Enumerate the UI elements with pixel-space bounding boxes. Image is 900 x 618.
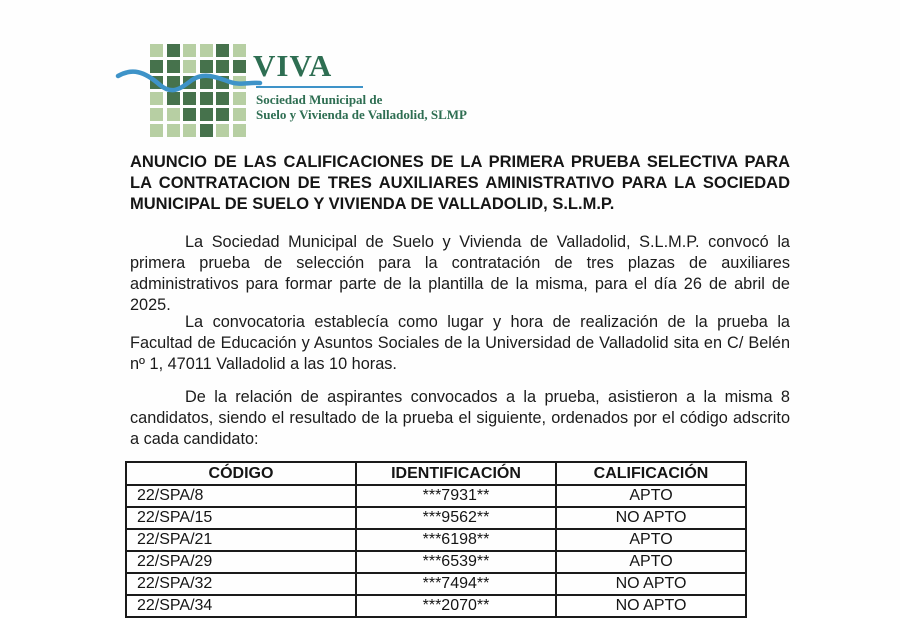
logo-square bbox=[150, 92, 163, 105]
logo-square bbox=[150, 60, 163, 73]
logo-square bbox=[200, 44, 213, 57]
col-header-codigo: CÓDIGO bbox=[126, 462, 356, 485]
logo-square bbox=[216, 124, 229, 137]
logo-square bbox=[183, 92, 196, 105]
cell-codigo: 22/SPA/34 bbox=[126, 595, 356, 617]
logo-square bbox=[233, 108, 246, 121]
table-row bbox=[126, 573, 746, 595]
table-row bbox=[126, 485, 746, 507]
table-header-row bbox=[126, 462, 746, 485]
logo-square bbox=[167, 60, 180, 73]
results-table bbox=[125, 461, 747, 618]
logo-square bbox=[150, 44, 163, 57]
logo-square bbox=[233, 60, 246, 73]
cell-codigo: 22/SPA/21 bbox=[126, 529, 356, 551]
cell-identificacion: ***2070** bbox=[356, 595, 556, 617]
cell-calificacion: APTO bbox=[556, 551, 746, 573]
logo-square bbox=[167, 92, 180, 105]
logo-square bbox=[216, 92, 229, 105]
cell-identificacion: ***7931** bbox=[356, 485, 556, 507]
cell-identificacion: ***9562** bbox=[356, 507, 556, 529]
logo-square bbox=[216, 44, 229, 57]
logo-square bbox=[167, 124, 180, 137]
paragraph-2: La convocatoria establecía como lugar y hora de realización de la prueba la Facultad de Educación y Asuntos Sociales de la Universidad de Valladolid sita en C/ Belén nº 1, 47011 Valladolid a las 10 horas. bbox=[130, 313, 790, 373]
logo-square bbox=[183, 60, 196, 73]
logo-square bbox=[183, 108, 196, 121]
brand-subtitle bbox=[256, 92, 467, 122]
logo-square bbox=[167, 44, 180, 57]
logo-square bbox=[216, 76, 229, 89]
document-title: ANUNCIO DE LAS CALIFICACIONES DE LA PRIMERA PRUEBA SELECTIVA PARA LA CONTRATACION DE TRES AUXILIARES AMINISTRATIVO PARA LA SOCIEDAD MUNICIPAL DE SUELO Y VIVIENDA DE VALLADOLID, S.L.M.P. bbox=[130, 153, 790, 213]
logo-square bbox=[150, 76, 163, 89]
col-header-identificacion: IDENTIFICACIÓN bbox=[356, 462, 556, 485]
logo-grid bbox=[150, 44, 246, 137]
logo-square bbox=[200, 92, 213, 105]
cell-identificacion: ***7494** bbox=[356, 573, 556, 595]
cell-codigo: 22/SPA/32 bbox=[126, 573, 356, 595]
logo-square bbox=[200, 60, 213, 73]
cell-codigo: 22/SPA/8 bbox=[126, 485, 356, 507]
cell-calificacion: NO APTO bbox=[556, 595, 746, 617]
paragraph-1: La Sociedad Municipal de Suelo y Vivienda de Valladolid, S.L.M.P. convocó la primera prueba de selección para la contratación de tres plazas de auxiliares administrativos para formar parte de la plantilla de la misma, para el día 26 de abril de 2025. bbox=[130, 233, 790, 314]
logo-square bbox=[233, 44, 246, 57]
logo-square bbox=[216, 60, 229, 73]
cell-calificacion: APTO bbox=[556, 529, 746, 551]
table-row bbox=[126, 507, 746, 529]
logo-square bbox=[183, 44, 196, 57]
cell-codigo: 22/SPA/15 bbox=[126, 507, 356, 529]
col-header-calificacion: CALIFICACIÓN bbox=[556, 462, 746, 485]
brand-rule bbox=[256, 86, 363, 88]
brand-subtitle-line-1: Sociedad Municipal de bbox=[256, 92, 383, 107]
logo-square bbox=[167, 108, 180, 121]
table-row bbox=[126, 529, 746, 551]
cell-codigo: 22/SPA/29 bbox=[126, 551, 356, 573]
logo-square bbox=[216, 108, 229, 121]
logo-square bbox=[167, 76, 180, 89]
logo-square bbox=[200, 76, 213, 89]
cell-calificacion: NO APTO bbox=[556, 507, 746, 529]
cell-calificacion: APTO bbox=[556, 485, 746, 507]
table-row bbox=[126, 551, 746, 573]
logo-square bbox=[200, 108, 213, 121]
brand-name: VIVA bbox=[253, 48, 333, 83]
logo-square bbox=[233, 124, 246, 137]
brand-subtitle-line-2: Suelo y Vivienda de Valladolid, SLMP bbox=[256, 107, 467, 122]
logo-square bbox=[233, 92, 246, 105]
table-row bbox=[126, 595, 746, 617]
logo-square bbox=[200, 124, 213, 137]
cell-identificacion: ***6539** bbox=[356, 551, 556, 573]
logo-square bbox=[183, 76, 196, 89]
logo-square bbox=[150, 124, 163, 137]
logo-square bbox=[233, 76, 246, 89]
paragraph-3: De la relación de aspirantes convocados a la prueba, asistieron a la misma 8 candidatos, siendo el resultado de la prueba el siguiente, ordenados por el código adscrito a cada candidato: bbox=[130, 388, 790, 448]
logo-square bbox=[150, 108, 163, 121]
logo-square bbox=[183, 124, 196, 137]
cell-calificacion: NO APTO bbox=[556, 573, 746, 595]
cell-identificacion: ***6198** bbox=[356, 529, 556, 551]
